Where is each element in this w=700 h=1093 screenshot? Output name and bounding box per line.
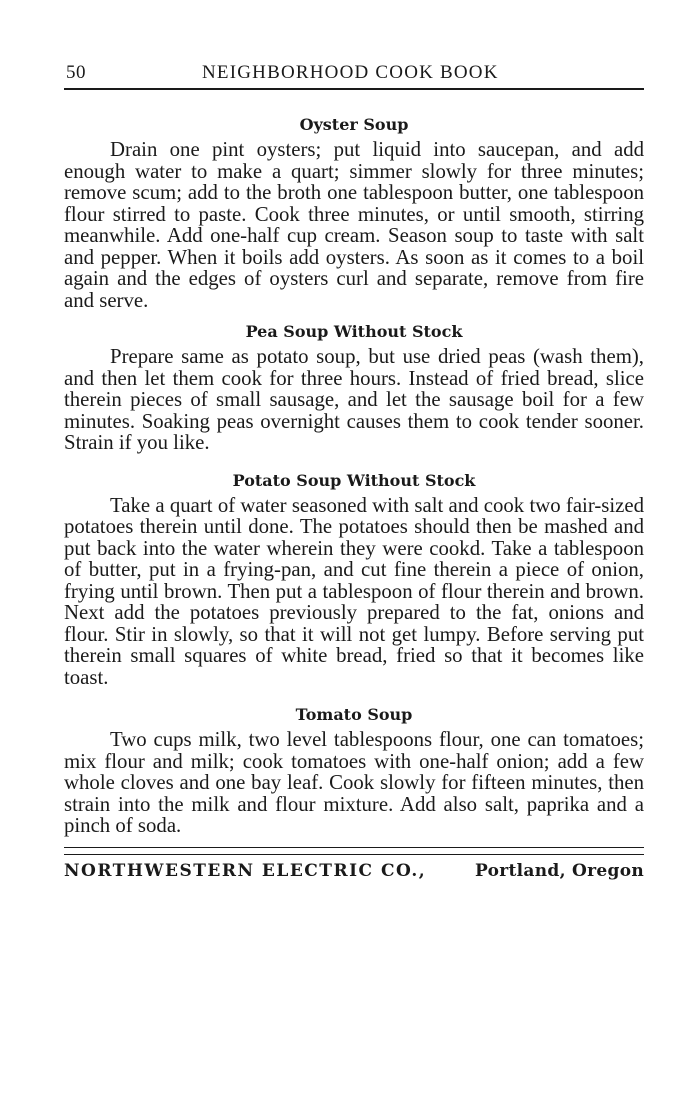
recipe-body: Drain one pint oysters; put liquid into saucepan, and add enough water to make a quart; simmer slowly for three minutes; remove scum; add to the broth one tablespoon butter, one tablespoon flour stirred to paste. Cook three minutes, or until smooth, stirring meanwhile. Add one-half cup cream. Season soup to taste with salt and pepper. When it boils add oysters. As soon as it comes to a boil again and the edges of oysters curl and separate, remove from fire and serve. [64, 138, 644, 312]
footer-rule-secondary [64, 854, 644, 855]
recipe-title: Tomato Soup [295, 705, 413, 724]
recipe-oyster-soup [64, 114, 644, 311]
recipe-body: Two cups milk, two level tablespoons flour, one can tomatoes; mix flour and milk; cook tomatoes with one-half onion; add a few whole cloves and one bay leaf. Cook slowly for fifteen minutes, then strain into the milk and flour mixture. Add also salt, paprika and a pinch of soda. [64, 728, 644, 837]
footer-company: NORTHWESTERN ELECTRIC CO., [64, 860, 427, 881]
footer-location: Portland, Oregon [475, 860, 644, 881]
page-number: 50 [66, 62, 86, 83]
recipe-potato-soup [64, 470, 644, 689]
recipe-title: Pea Soup Without Stock [245, 322, 463, 341]
page-header [64, 62, 644, 88]
recipe-body: Take a quart of water seasoned with salt and cook two fair-sized potatoes therein until done. The potatoes should then be mashed and put back into the water wherein they were cookd. Take a tablespoon of butter, put in a frying-pan, and cut fine therein a piece of onion, frying until brown. Then put a tablespoon of flour therein and brown. Next add the potatoes previously prepared to the fat, onions and flour. Stir in slowly, so that it will not get lumpy. Before serving put therein small squares of white bread, fried so that it becomes like toast. [64, 493, 644, 689]
recipe-body: Prepare same as potato soup, but use dried peas (wash them), and then let them cook for three hours. Instead of fried bread, slice therein pieces of small sausage, and let the sausage boil for a few minutes. Soaking peas overnight causes them to cook tender sooner. Strain if you like. [64, 345, 644, 454]
book-page [64, 62, 644, 881]
recipe-tomato-soup [64, 704, 644, 837]
recipe-title: Oyster Soup [299, 115, 409, 134]
recipe-title: Potato Soup Without Stock [232, 470, 476, 490]
page-footer [64, 861, 644, 881]
running-title: NEIGHBORHOOD COOK BOOK [202, 62, 499, 83]
header-rule [64, 88, 644, 90]
footer-rule [64, 847, 644, 848]
recipe-pea-soup [64, 321, 644, 454]
